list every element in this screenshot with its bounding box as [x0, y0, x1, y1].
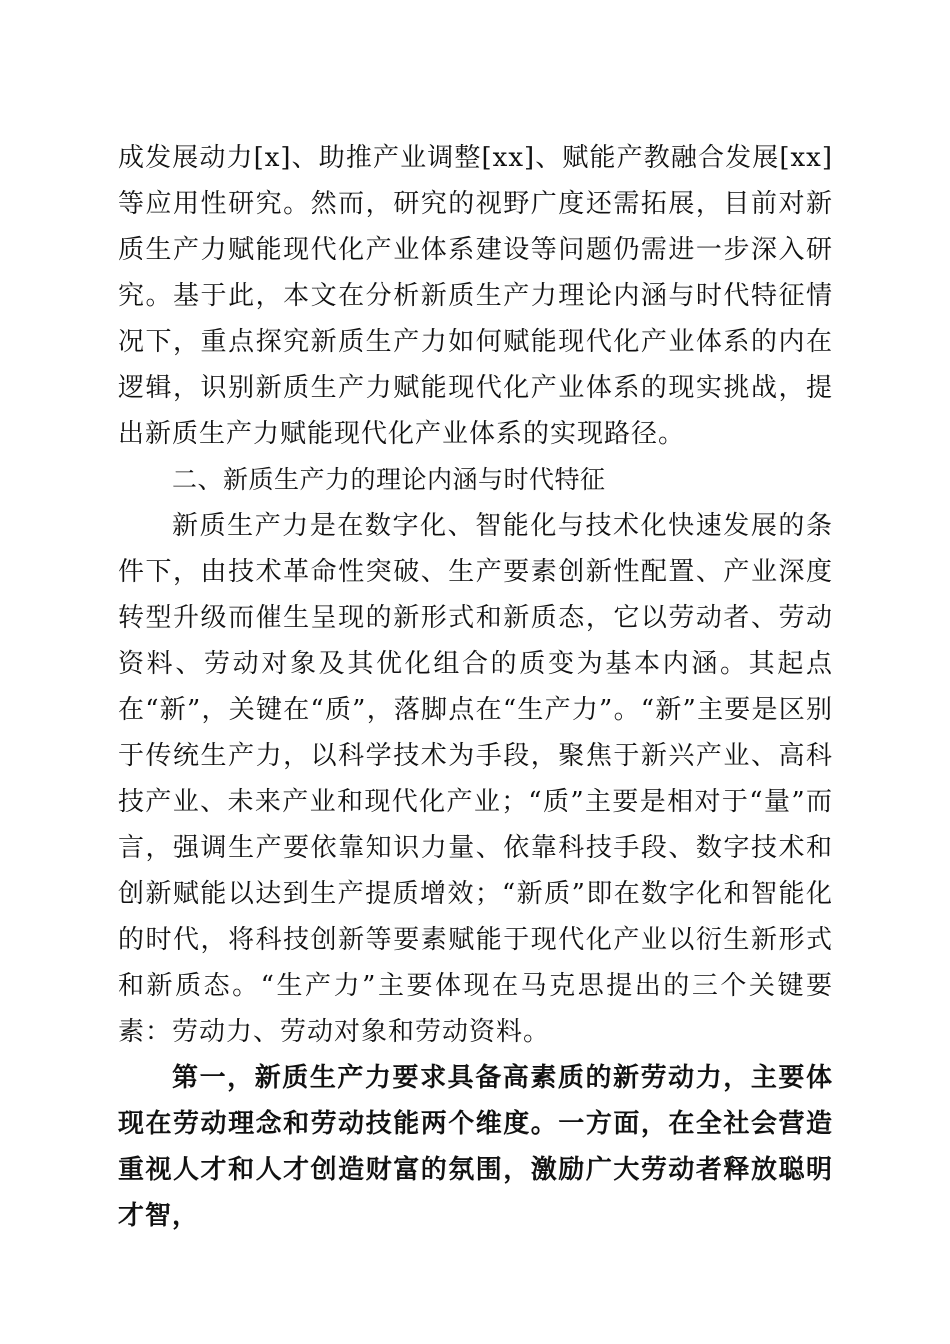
paragraph-new-labor-force: 第一，新质生产力要求具备高素质的新劳动力，主要体现在劳动理念和劳动技能两个维度。一方面，在全社会营造重视人才和人才创造财富的氛围，激励广大劳动者释放聪明才智，: [118, 1063, 833, 1231]
section-heading: 二、新质生产力的理论内涵与时代特征: [172, 465, 606, 494]
paragraph-intro-continuation: 成发展动力[x]、助推产业调整[xx]、赋能产教融合发展[xx]等应用性研究。然而，研究的视野广度还需拓展，目前对新质生产力赋能现代化产业体系建设等问题仍需进一步深入研究。基于此，本文在分析新质生产力理论内涵与时代特征情况下，重点探究新质生产力如何赋能现代化产业体系的内在逻辑，识别新质生产力赋能现代化产业体系的现实挑战，提出新质生产力赋能现代化产业体系的实现路径。: [118, 143, 833, 449]
document-body: [118, 135, 833, 1239]
paragraph-theory-connotation: 新质生产力是在数字化、智能化与技术化快速发展的条件下，由技术革命性突破、生产要素创新性配置、产业深度转型升级而催生呈现的新形式和新质态，它以劳动者、劳动资料、劳动对象及其优化组合的质变为基本内涵。其起点在“新”，关键在“质”，落脚点在“生产力”。“新”主要是区别于传统生产力，以科学技术为手段，聚焦于新兴产业、高科技产业、未来产业和现代化产业；“质”主要是相对于“量”而言，强调生产要依靠知识力量、依靠科技手段、数字技术和创新赋能以达到生产提质增效；“新质”即在数字化和智能化的时代，将科技创新等要素赋能于现代化产业以衍生新形式和新质态。“生产力”主要体现在马克思提出的三个关键要素：劳动力、劳动对象和劳动资料。: [118, 511, 833, 1047]
